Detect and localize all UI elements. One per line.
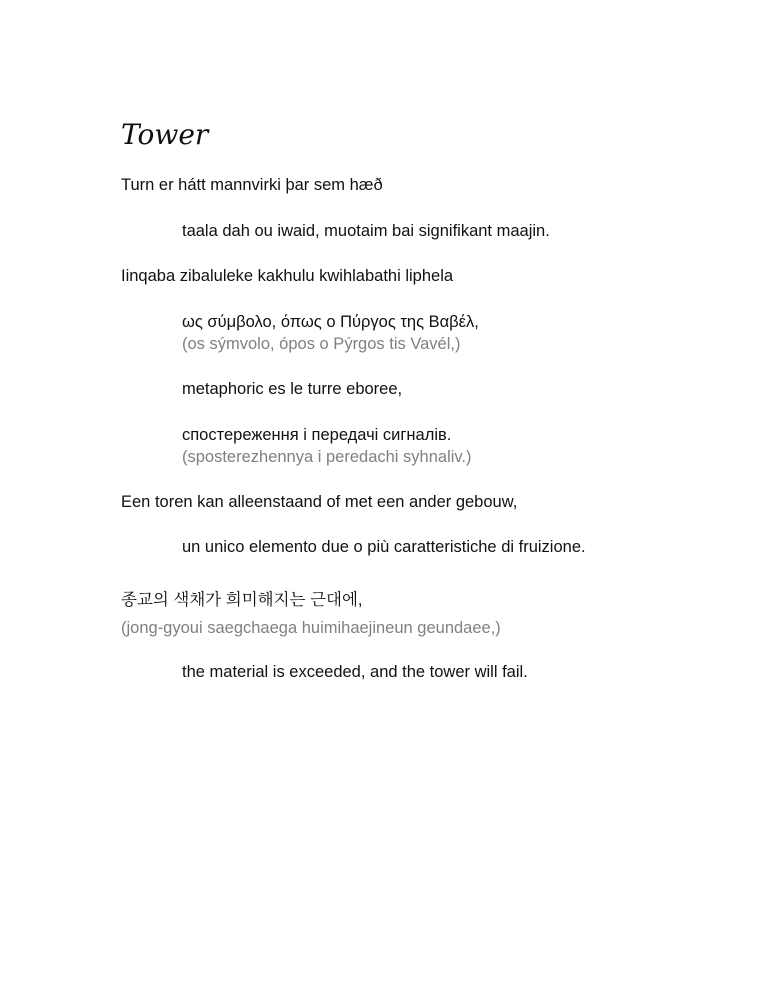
poem-line-8: un unico elemento due o più caratteristiche di fruizione. [182, 538, 586, 556]
poem-line-5: metaphoric es le turre eboree, [182, 380, 403, 398]
poem-line-9: 종교의 색채가 희미해지는 근대에, [121, 591, 363, 609]
poem-line-7: Een toren kan alleenstaand of met een ander gebouw, [121, 493, 518, 511]
poem-line-3: Iinqaba zibaluleke kakhulu kwihlabathi liphela [121, 267, 454, 285]
poem-line-4: ως σύμβολο, όπως ο Πύργος της Βαβέλ, [182, 313, 479, 331]
poem-line-6-transliteration: (sposterezhennya i peredachi syhnaliv.) [182, 448, 472, 466]
poem-line-1: Turn er hátt mannvirki þar sem hæð [121, 176, 383, 194]
poem-line-4-transliteration: (os sýmvolo, ópos o Pýrgos tis Vavél,) [182, 335, 461, 353]
poem-line-6: спостереження і передачі сигналів. [182, 426, 452, 444]
poem-line-9-transliteration: (jong-gyoui saegchaega huimihaejineun geundaee,) [121, 619, 501, 637]
poem-title: Tower [121, 118, 209, 151]
poem-line-2: taala dah ou iwaid, muotaim bai signifikant maajin. [182, 222, 550, 240]
poem-line-10: the material is exceeded, and the tower will fail. [182, 663, 528, 681]
